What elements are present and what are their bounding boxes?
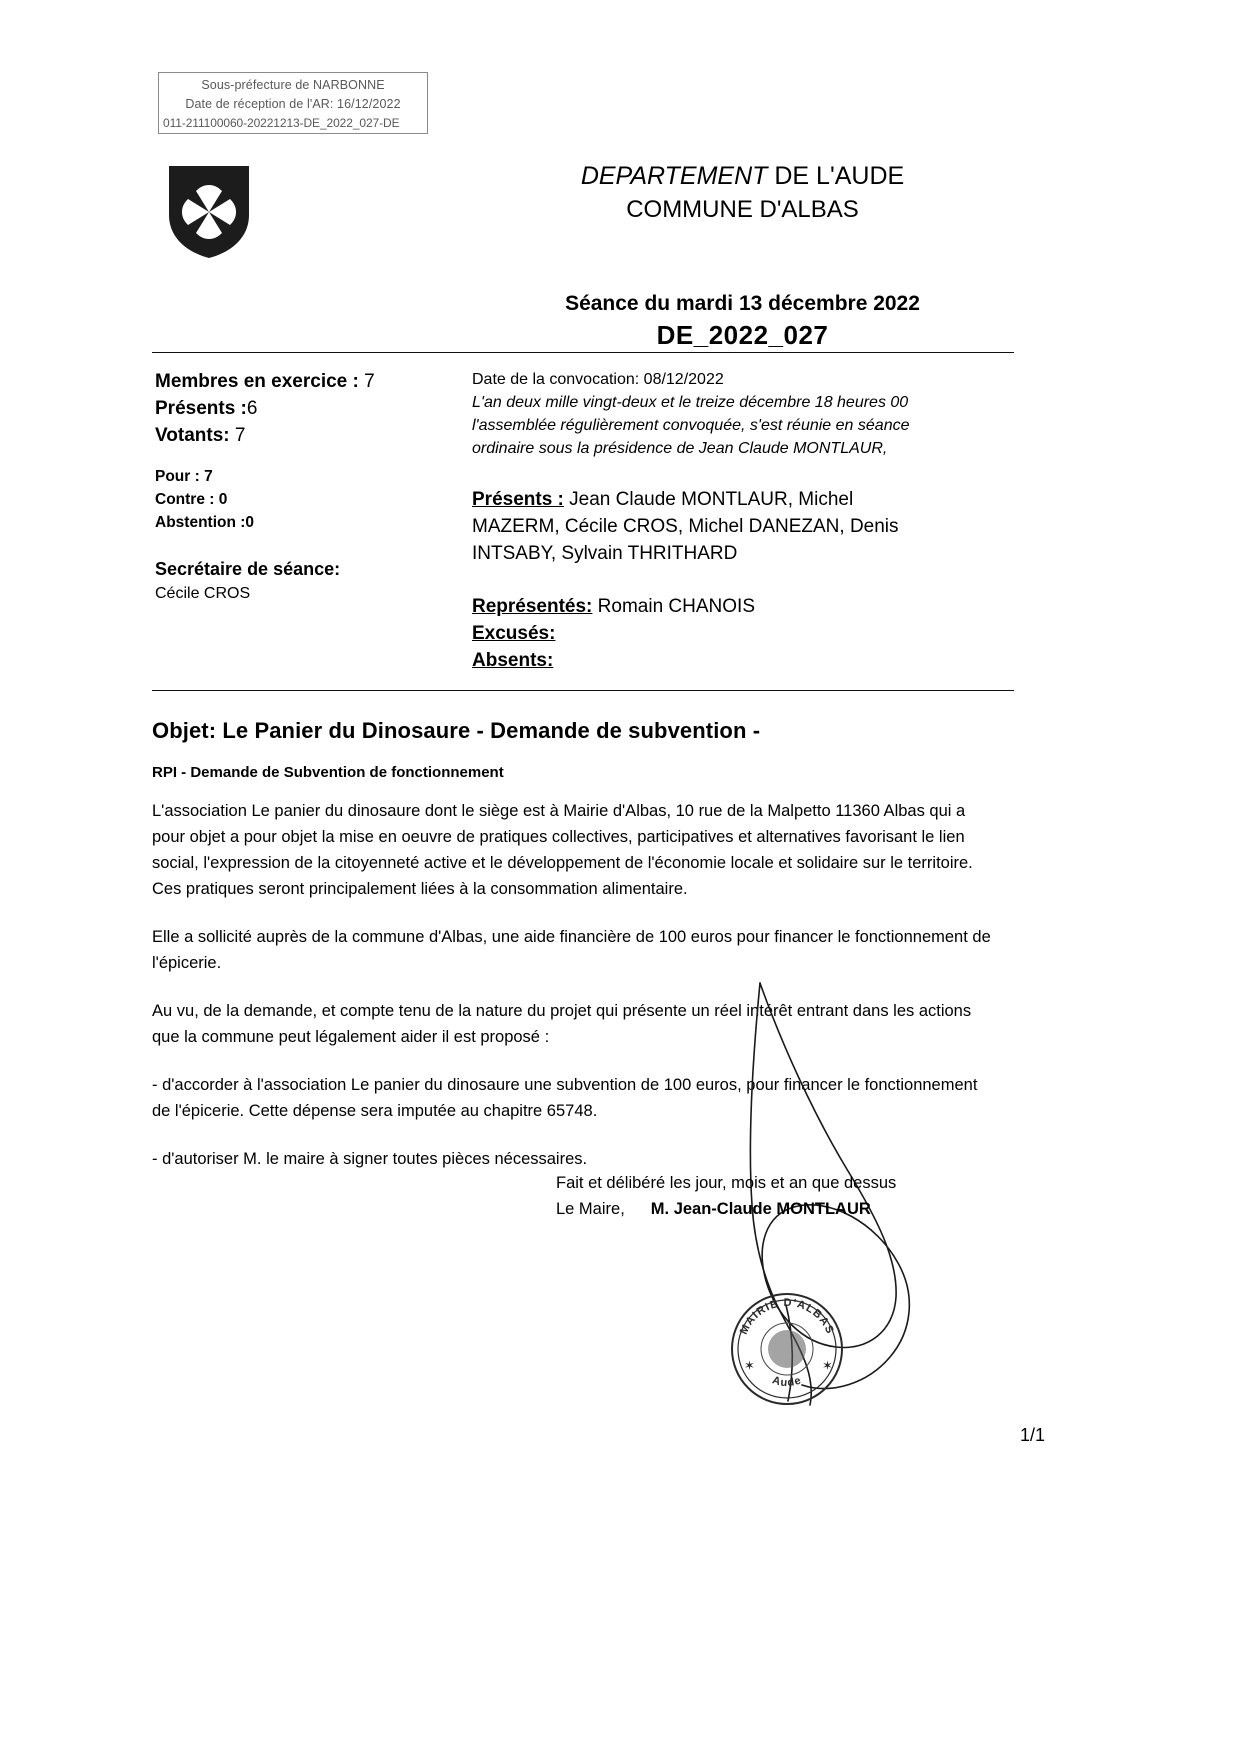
svg-text:MAIRIE D'ALBAS: MAIRIE D'ALBAS	[737, 1296, 837, 1337]
commune-line: COMMUNE D'ALBAS	[626, 196, 859, 223]
department-suffix: DE L'AUDE	[767, 162, 905, 190]
spacer-a	[155, 449, 455, 465]
attendees-names-1: Jean Claude MONTLAUR, Michel	[563, 489, 854, 510]
absent-label: Absents:	[472, 650, 554, 671]
voters-count-value: 7	[234, 425, 246, 446]
voters-count	[155, 422, 455, 449]
votes-for: Pour : 7	[155, 468, 213, 485]
preamble-line-3: ordinaire sous la présidence de Jean Claude MONTLAUR,	[472, 440, 888, 457]
divider-top	[152, 352, 1014, 353]
absent-line	[472, 647, 992, 674]
deliberation-reference: DE_2022_027	[656, 320, 829, 350]
proxies-block	[472, 593, 992, 674]
preamble-line-1: L'an deux mille vingt-deux et le treize décembre 18 heures 00	[472, 394, 909, 411]
page-number: 1/1	[1020, 1425, 1046, 1445]
coat-of-arms-icon	[166, 163, 252, 261]
body-paragraph-5: - d'autoriser M. le maire à signer toutes pièces nécessaires.	[152, 1150, 588, 1168]
official-seal	[728, 1290, 846, 1408]
reception-stamp	[158, 72, 428, 134]
represented-label: Représentés:	[472, 596, 593, 617]
svg-text:✶: ✶	[822, 1358, 833, 1373]
session-date-title: Séance du mardi 13 décembre 2022	[565, 292, 920, 315]
attendees-first-line	[472, 486, 992, 513]
divider-middle	[152, 690, 1014, 691]
attendees-block	[472, 486, 992, 567]
objet-subtitle: RPI - Demande de Subvention de fonctionnement	[152, 764, 504, 781]
document-header-title	[470, 160, 1015, 226]
present-count	[155, 395, 455, 422]
signature-line-1: Fait et délibéré les jour, mois et an que dessus	[556, 1174, 897, 1192]
session-heading	[470, 290, 1015, 352]
department-line	[470, 160, 1015, 193]
department-word: DEPARTEMENT	[580, 162, 768, 190]
stamp-line-reception-date: Date de réception de l'AR: 16/12/2022	[185, 97, 401, 111]
svg-text:Aude: Aude	[770, 1374, 804, 1390]
excused-label: Excusés:	[472, 623, 556, 644]
votes-abstention: Abstention :0	[155, 514, 255, 531]
convocation-details	[472, 368, 992, 674]
body-paragraph-4: - d'accorder à l'association Le panier du dinosaure une subvention de 100 euros, pour financer le fonctionnement de l'épicerie. Cette dépense sera imputée au chapitre 65748.	[152, 1076, 978, 1120]
signature-block	[556, 1170, 896, 1222]
mayor-name: M. Jean-Claude MONTLAUR	[650, 1200, 871, 1218]
body-paragraph-2: Elle a sollicité auprès de la commune d'Albas, une aide financière de 100 euros pour financer le fonctionnement de l'épicerie.	[152, 928, 991, 972]
preamble-line-2: l'assemblée régulièrement convoquée, s'est réunie en séance	[472, 417, 910, 434]
attendees-label: Présents :	[472, 489, 564, 510]
votes-against: Contre : 0	[155, 491, 228, 508]
represented-value: Romain CHANOIS	[592, 596, 755, 617]
stamp-line-prefecture: Sous-préfecture de NARBONNE	[201, 78, 385, 92]
represented-line	[472, 593, 992, 620]
body-paragraph-3: Au vu, de la demande, et compte tenu de la nature du projet qui présente un réel intérêt entrant dans les actions que la commune peut légalement aider il est proposé :	[152, 1002, 972, 1046]
members-in-office-value: 7	[364, 371, 375, 392]
objet-title: Objet: Le Panier du Dinosaure - Demande de subvention -	[152, 718, 761, 743]
attendance-summary	[155, 368, 455, 606]
attendees-names-2: MAZERM, Cécile CROS, Michel DANEZAN, Denis	[472, 516, 899, 537]
voters-count-label: Votants:	[155, 425, 235, 446]
body-paragraph-1: L'association Le panier du dinosaure dont le siège est à Mairie d'Albas, 10 rue de la Malpetto 11360 Albas qui a pour objet a pour objet la mise en oeuvre de pratiques collectives, participatives et alternatives favorisant le lien social, l'expression de la citoyenneté active et le développement de l'économie locale et solidaire sur le territoire. Ces pratiques seront principalement liées à la consommation alimentaire.	[152, 802, 973, 898]
convocation-date: Date de la convocation: 08/12/2022	[472, 371, 724, 388]
excused-line	[472, 620, 992, 647]
secretary-name: Cécile CROS	[155, 585, 251, 602]
spacer-b	[155, 534, 455, 556]
signature-line-2	[556, 1196, 896, 1222]
mayor-label: Le Maire,	[556, 1200, 625, 1218]
secretary-label: Secrétaire de séance:	[155, 559, 341, 579]
members-in-office-label: Membres en exercice :	[155, 371, 365, 392]
members-in-office	[155, 368, 455, 395]
svg-text:✶: ✶	[744, 1358, 755, 1373]
stamp-line-reference: 011-211100060-20221213-DE_2022_027-DE	[163, 116, 400, 130]
deliberation-body	[152, 798, 997, 1172]
attendees-names-3: INTSABY, Sylvain THRITHARD	[472, 543, 738, 564]
present-count-label: Présents :	[155, 398, 247, 419]
present-count-value: 6	[246, 398, 258, 419]
